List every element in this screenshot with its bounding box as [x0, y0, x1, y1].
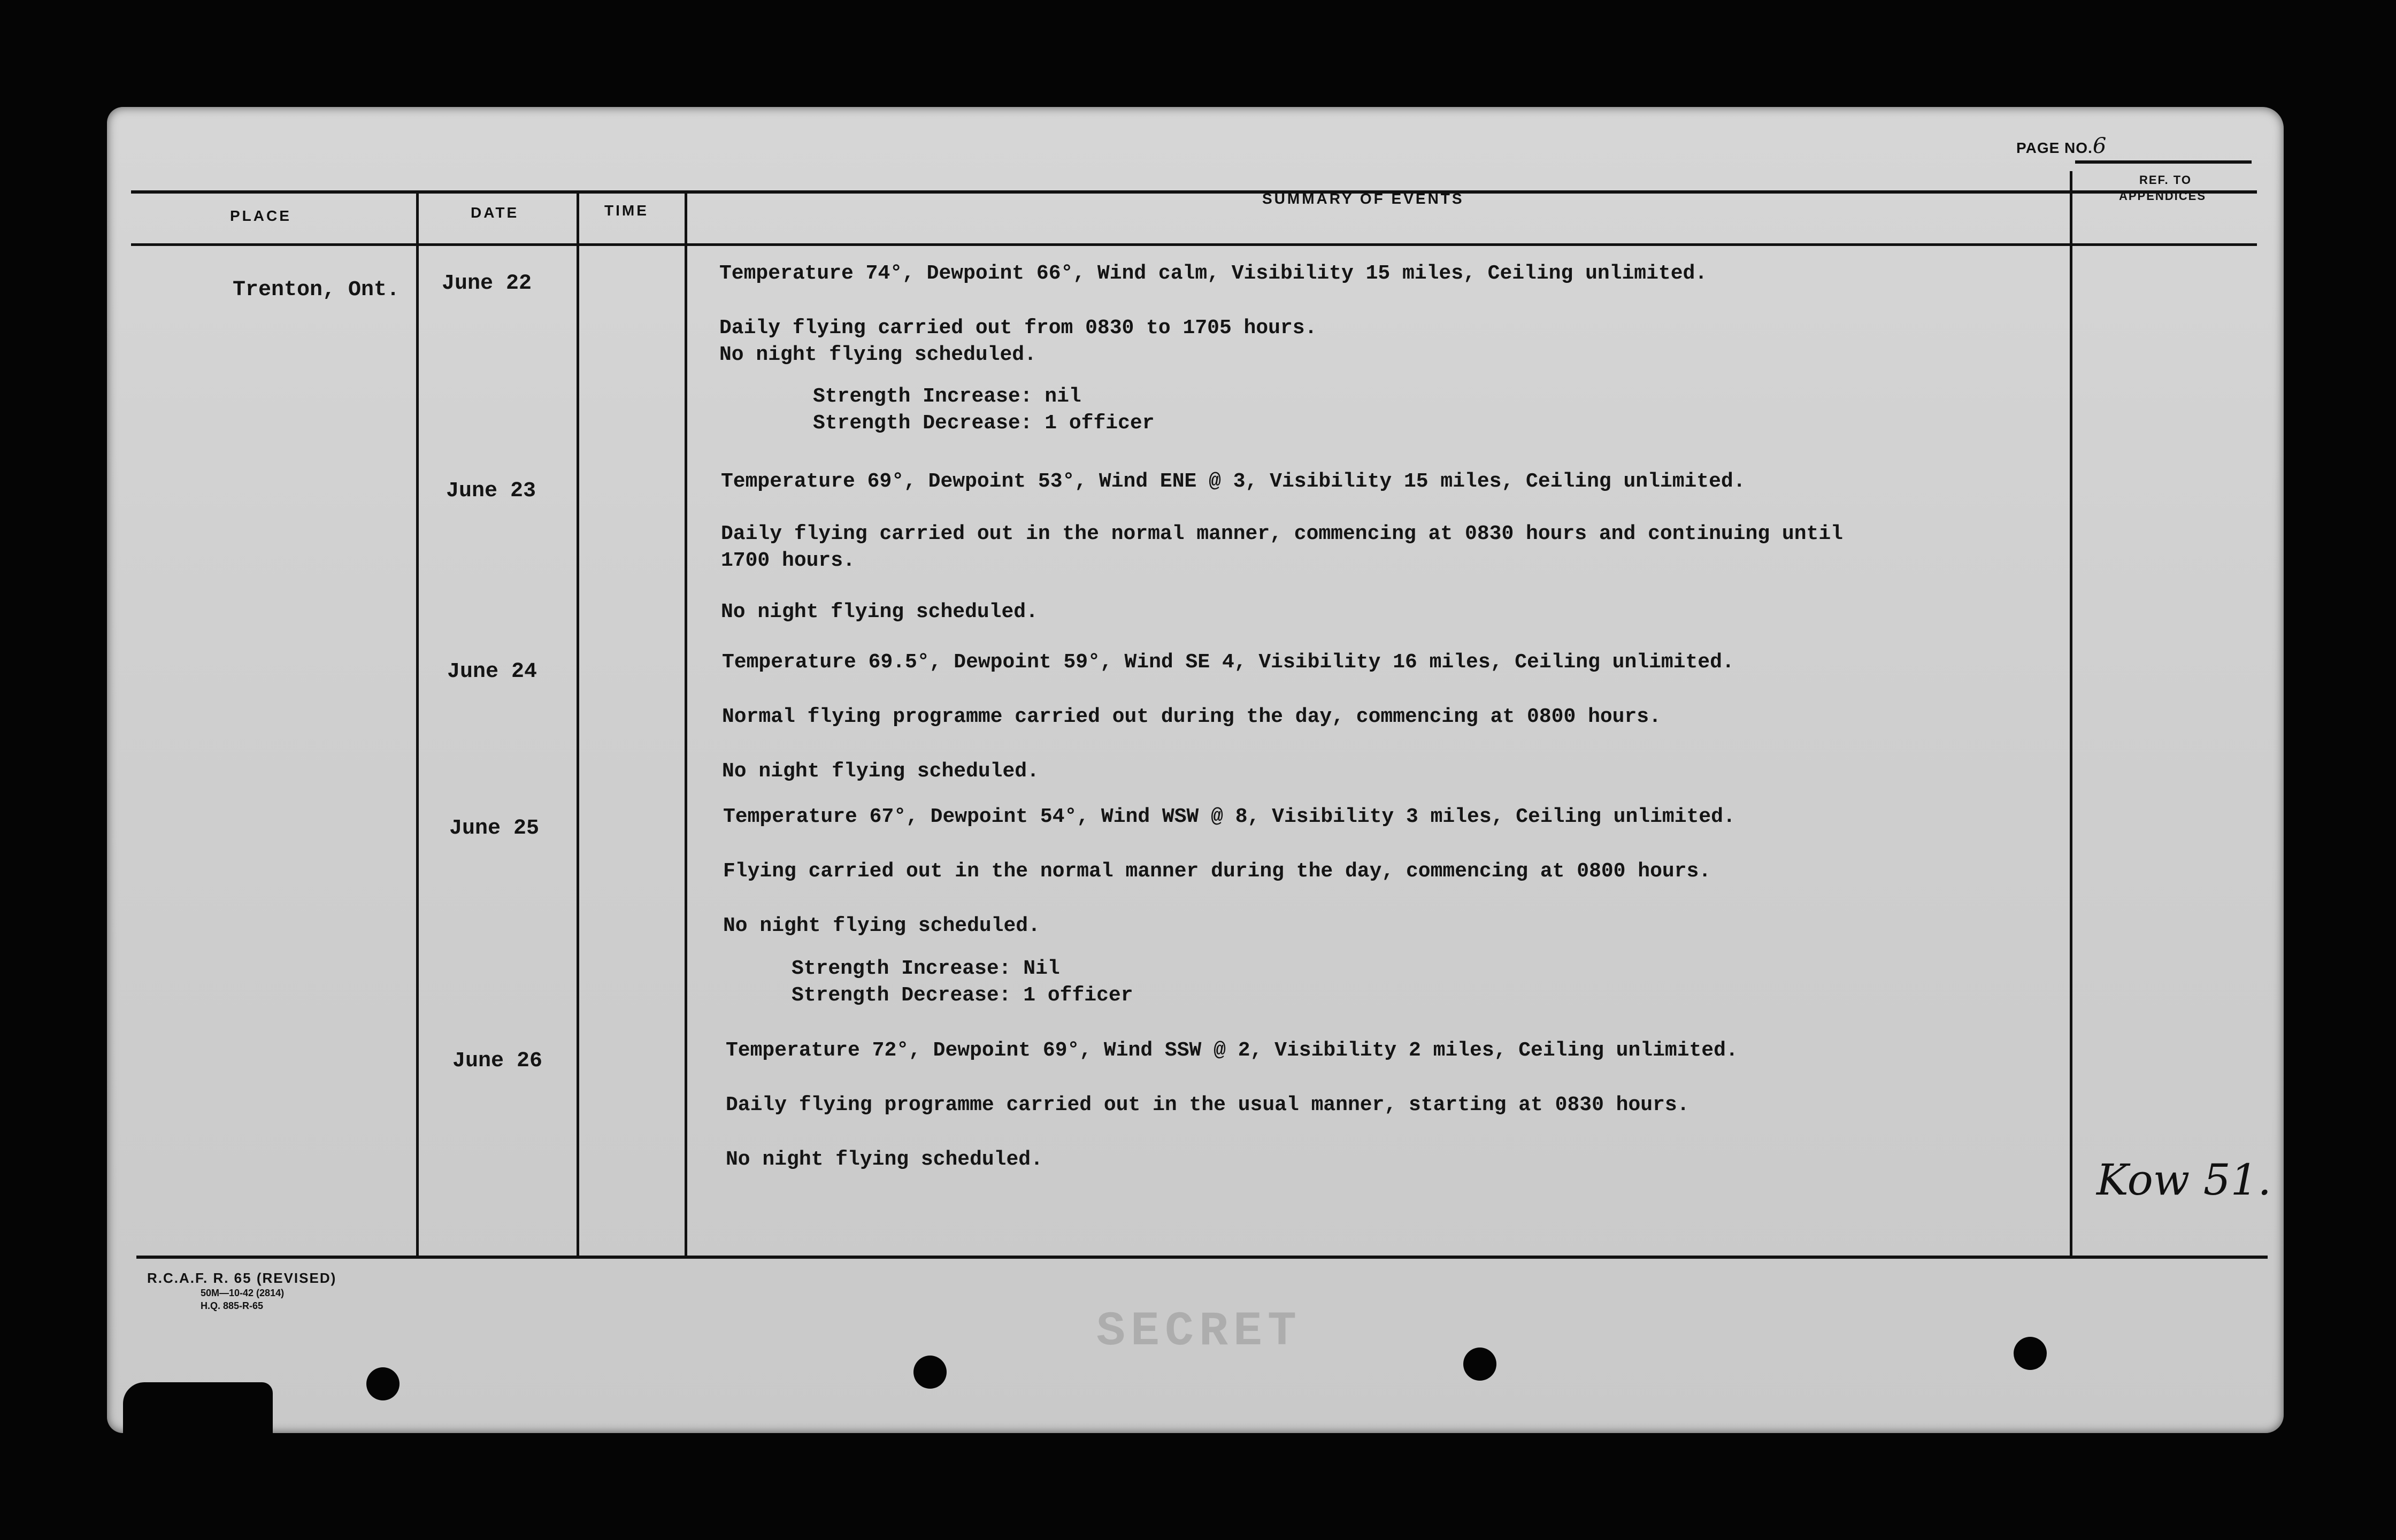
- page-number-value: 6: [2092, 134, 2107, 158]
- punch-hole: [1463, 1348, 1496, 1381]
- entry-june-23: [721, 468, 1843, 626]
- strength-increase: Strength Increase: Nil: [792, 957, 1060, 980]
- date-june-26: June 26: [452, 1049, 543, 1073]
- form-reference: [147, 1270, 336, 1312]
- summary-line: No night flying scheduled.: [723, 914, 1040, 937]
- summary-line: Daily flying programme carried out in the usual manner, starting at 0830 hours.: [726, 1094, 1690, 1116]
- summary-line: Normal flying programme carried out during the day, commencing at 0800 hours.: [722, 705, 1661, 728]
- page-number: [2016, 134, 2107, 158]
- summary-line: Daily flying carried out in the normal manner, commencing at 0830 hours and continuing until: [721, 522, 1843, 545]
- punch-hole: [913, 1356, 947, 1389]
- strength-increase: Strength Increase: nil: [813, 385, 1081, 408]
- weather-line: Temperature 67°, Dewpoint 54°, Wind WSW @ 8, Visibility 3 miles, Ceiling unlimited.: [723, 805, 1735, 828]
- entry-june-24: [722, 649, 1734, 785]
- header-bottom-rule: [131, 243, 2257, 246]
- summary-line: Daily flying carried out from 0830 to 1705 hours.: [719, 317, 1317, 340]
- summary-line: 1700 hours.: [721, 549, 855, 572]
- header-date: DATE: [471, 204, 519, 221]
- place-cell: Trenton, Ont.: [233, 278, 400, 302]
- page-number-rule: [2075, 160, 2252, 164]
- handwritten-signature: Kow 51.: [2096, 1155, 2271, 1205]
- date-june-24: June 24: [447, 660, 537, 684]
- header-place: PLACE: [230, 207, 291, 224]
- punch-hole: [366, 1367, 400, 1400]
- table-bottom-rule: [136, 1256, 2268, 1259]
- weather-line: Temperature 74°, Dewpoint 66°, Wind calm, Visibility 15 miles, Ceiling unlimited.: [719, 262, 1708, 285]
- entry-june-22: [719, 260, 1707, 437]
- strength-decrease: Strength Decrease: 1 officer: [792, 984, 1133, 1007]
- column-divider-place: [416, 190, 419, 1257]
- column-divider-date: [577, 190, 579, 1257]
- header-summary-of-events: SUMMARY OF EVENTS: [1262, 190, 1464, 207]
- summary-line: No night flying scheduled.: [722, 760, 1039, 783]
- entry-june-26: [726, 1037, 1738, 1173]
- date-june-22: June 22: [442, 272, 532, 296]
- header-ref-to: REF. TO: [2139, 173, 2192, 187]
- column-divider-summary: [2070, 171, 2072, 1257]
- summary-line: No night flying scheduled.: [721, 600, 1038, 623]
- header-appendices: APPENDICES: [2119, 189, 2207, 203]
- form-print-run: 50M—10-42 (2814): [201, 1288, 285, 1298]
- strength-decrease: Strength Decrease: 1 officer: [813, 412, 1155, 435]
- column-divider-time: [685, 190, 687, 1257]
- table-top-rule: [131, 190, 2257, 194]
- weather-line: Temperature 69.5°, Dewpoint 59°, Wind SE 4, Visibility 16 miles, Ceiling unlimited.: [722, 651, 1734, 674]
- summary-line: No night flying scheduled.: [726, 1148, 1043, 1171]
- date-june-25: June 25: [449, 817, 540, 841]
- punch-hole: [2014, 1337, 2047, 1370]
- summary-line: No night flying scheduled.: [719, 343, 1036, 366]
- header-time: TIME: [604, 202, 649, 219]
- page-number-label: PAGE NO.: [2016, 140, 2093, 156]
- entry-june-25: [723, 804, 1735, 1009]
- bleed-through-stamp: SECRET: [1096, 1305, 1302, 1359]
- weather-line: Temperature 69°, Dewpoint 53°, Wind ENE @ 3, Visibility 15 miles, Ceiling unlimited.: [721, 470, 1746, 493]
- torn-corner: [123, 1382, 273, 1436]
- form-number: R.C.A.F. R. 65 (REVISED): [147, 1270, 337, 1286]
- date-june-23: June 23: [446, 479, 536, 503]
- form-hq-ref: H.Q. 885-R-65: [201, 1300, 264, 1311]
- summary-line: Flying carried out in the normal manner during the day, commencing at 0800 hours.: [723, 860, 1711, 883]
- weather-line: Temperature 72°, Dewpoint 69°, Wind SSW @ 2, Visibility 2 miles, Ceiling unlimited.: [726, 1039, 1738, 1062]
